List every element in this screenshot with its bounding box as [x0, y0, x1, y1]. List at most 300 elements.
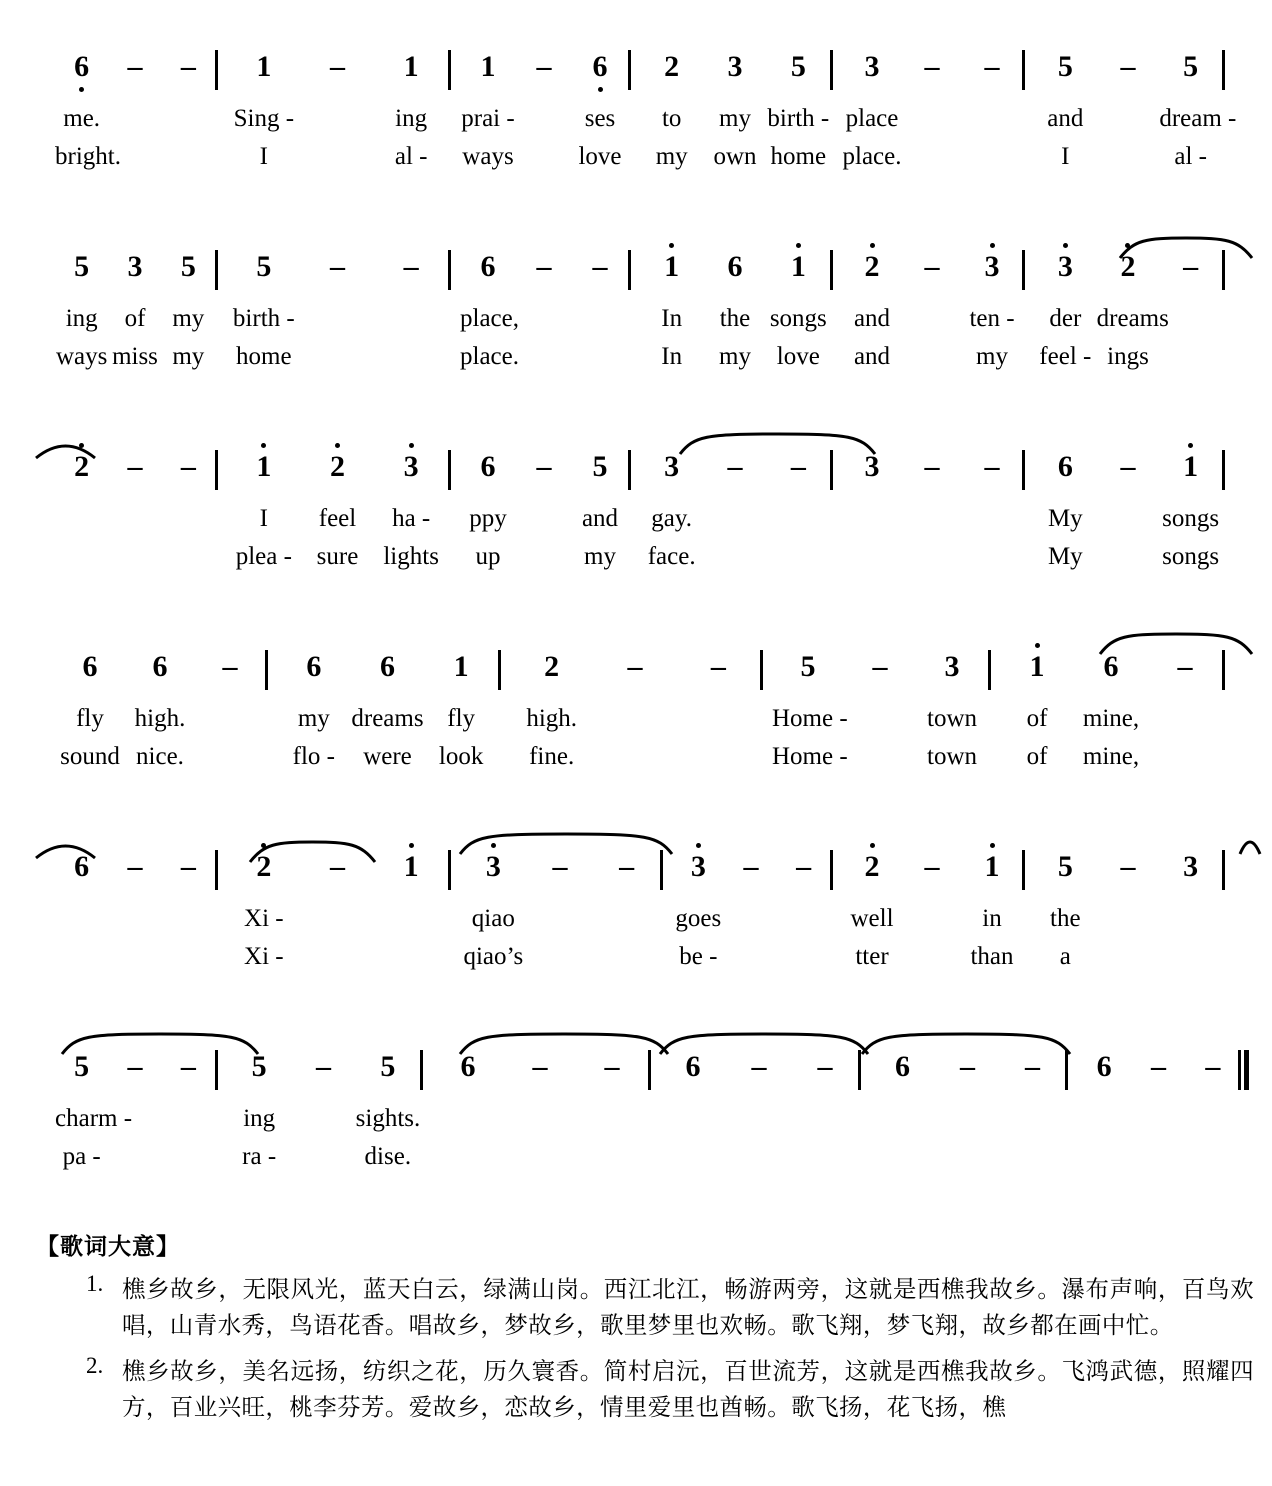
note-number: [125, 652, 195, 682]
lyric-syllable: up: [475, 543, 501, 570]
slur-arc: [460, 1034, 668, 1054]
note-dash: [1159, 252, 1222, 282]
lyric-syllable: and: [581, 505, 619, 532]
number-glyph: 5: [251, 1050, 267, 1083]
note-dash: [1097, 452, 1160, 482]
lyric-syllable: me.: [63, 105, 101, 132]
number-glyph: 1: [403, 50, 419, 83]
lyric-syllable: mine,: [1082, 743, 1140, 770]
note-number: [1159, 52, 1222, 82]
number-glyph: 5: [1183, 50, 1199, 83]
note-number: [1077, 1052, 1131, 1082]
lyric-syllable: charm -: [55, 1105, 133, 1132]
lyric-syllable: nice.: [136, 743, 184, 770]
dash-glyph: –: [552, 850, 568, 883]
notation-system: [0, 400, 1272, 600]
note-dash: [703, 452, 766, 482]
dash-glyph: –: [796, 850, 812, 883]
lyric-syllable: sights.: [355, 1105, 421, 1132]
dash-glyph: –: [180, 50, 196, 83]
number-glyph: 3: [664, 450, 680, 483]
number-glyph: 6: [460, 1050, 476, 1083]
lyric-syllable: songs: [1162, 543, 1220, 570]
dash-glyph: –: [127, 1050, 143, 1083]
lyrics-note-text: 樵乡故乡，美名远扬，纺织之花，历久寰香。简村启沅，百世流芳，这就是西樵我故乡。飞鸿武德，照耀四方，百业兴旺，桃李芬芳。爱故乡，恋故乡，情里爱里也酋畅。歌飞扬，花飞扬，樵: [122, 1357, 1254, 1421]
lyric-syllable: In: [661, 305, 683, 332]
note-dash: [593, 652, 676, 682]
lyric-syllable: Home -: [772, 705, 848, 732]
note-number: [842, 52, 902, 82]
lyric-syllable: flo -: [292, 743, 335, 770]
lyric-syllable: of: [1026, 743, 1048, 770]
lyric-syllable: my: [719, 105, 751, 132]
dash-glyph: –: [627, 650, 643, 683]
lyric-syllable: ses: [584, 105, 616, 132]
lyric-syllable: bright.: [55, 143, 121, 170]
number-glyph: 3: [690, 850, 706, 883]
lyric-syllable: ing: [65, 305, 98, 332]
note-dash: [726, 1052, 792, 1082]
lyric-syllable: my: [655, 143, 688, 170]
number-glyph: 3: [864, 450, 880, 483]
dash-glyph: –: [222, 650, 238, 683]
note-dash: [1131, 1052, 1185, 1082]
note-dash: [301, 852, 375, 882]
lyric-syllable: ways: [462, 143, 514, 170]
lyric-syllable: goes: [675, 905, 722, 932]
number-glyph: 5: [74, 250, 90, 283]
note-dash: [725, 852, 778, 882]
note-number: [703, 252, 766, 282]
note-number: [1074, 652, 1148, 682]
lyric-syllable: mine,: [1082, 705, 1140, 732]
note-number: [640, 452, 703, 482]
dash-glyph: –: [536, 250, 552, 283]
note-number: [55, 852, 108, 882]
dash-glyph: –: [315, 1050, 331, 1083]
lyric-syllable: sure: [316, 543, 359, 570]
lyric-syllable: In: [661, 343, 683, 370]
lyric-syllable: my: [172, 305, 205, 332]
note-number: [227, 252, 301, 282]
lyric-syllable: place.: [842, 143, 902, 170]
note-dash: [162, 452, 215, 482]
number-glyph: 6: [379, 650, 395, 683]
note-dash: [844, 652, 916, 682]
number-glyph: 3: [1183, 850, 1199, 883]
number-glyph: 5: [180, 250, 196, 283]
lyric-syllable: birth -: [232, 305, 295, 332]
lyric-syllable: Xi -: [244, 905, 284, 932]
lyric-syllable: fly: [447, 705, 476, 732]
number-glyph: 2: [864, 250, 880, 283]
lyric-syllable: high.: [134, 705, 186, 732]
note-number: [842, 452, 902, 482]
note-number: [1097, 252, 1160, 282]
dash-glyph: –: [127, 850, 143, 883]
dash-glyph: –: [817, 1050, 833, 1083]
note-number: [1159, 452, 1222, 482]
note-dash: [162, 52, 215, 82]
note-dash: [962, 452, 1022, 482]
lyric-syllable: and: [1047, 105, 1084, 132]
dash-glyph: –: [790, 450, 806, 483]
notation-system: [0, 600, 1272, 800]
note-dash: [1097, 52, 1160, 82]
lyric-syllable: Xi -: [244, 943, 284, 970]
note-number: [772, 652, 844, 682]
lyric-syllable: prai -: [461, 105, 515, 132]
lyric-syllable: ra -: [242, 1143, 277, 1170]
dash-glyph: –: [1120, 50, 1136, 83]
notation-system: [0, 200, 1272, 400]
note-dash: [504, 1052, 576, 1082]
lyric-syllable: miss: [112, 343, 158, 370]
lyric-syllable: in: [982, 905, 1002, 932]
note-number: [1034, 252, 1097, 282]
note-number: [640, 52, 703, 82]
lyrics-note-index: 1.: [86, 1271, 104, 1296]
note-number: [351, 652, 425, 682]
lyric-syllable: songs: [1162, 505, 1220, 532]
note-number: [374, 452, 448, 482]
lyric-syllable: sound: [60, 743, 120, 770]
lyric-syllable: birth -: [767, 105, 830, 132]
lyric-syllable: the: [719, 305, 751, 332]
note-number: [640, 252, 703, 282]
lyrics-note-item: [0, 1271, 1272, 1343]
number-glyph: 1: [480, 50, 496, 83]
number-glyph: 5: [790, 50, 806, 83]
dash-glyph: –: [1177, 650, 1193, 683]
lyric-syllable: feel: [318, 505, 357, 532]
note-number: [842, 852, 902, 882]
lyric-syllable: were: [363, 743, 412, 770]
lyric-syllable: home: [236, 343, 292, 370]
notation-system: [0, 0, 1272, 200]
lyric-syllable: dream -: [1159, 105, 1237, 132]
note-number: [356, 1052, 420, 1082]
dash-glyph: –: [1183, 250, 1199, 283]
dash-glyph: –: [924, 450, 940, 483]
note-number: [55, 252, 108, 282]
note-number: [1000, 652, 1074, 682]
note-number: [162, 252, 215, 282]
lyric-syllable: I: [1061, 143, 1070, 170]
note-dash: [935, 1052, 1000, 1082]
lyric-syllable: al -: [1174, 143, 1207, 170]
lyric-syllable: love: [776, 343, 820, 370]
dash-glyph: –: [329, 250, 345, 283]
lyric-syllable: ppy: [469, 505, 507, 532]
note-dash: [516, 252, 572, 282]
note-dash: [572, 252, 628, 282]
lyric-syllable: lights: [383, 543, 439, 570]
dash-glyph: –: [180, 850, 196, 883]
slur-arc: [1100, 634, 1252, 654]
lyric-syllable: and: [853, 343, 891, 370]
lyric-syllable: place: [845, 105, 899, 132]
number-glyph: 1: [403, 850, 419, 883]
number-glyph: 1: [256, 50, 272, 83]
note-number: [660, 1052, 726, 1082]
note-dash: [767, 452, 830, 482]
lyric-syllable: than: [970, 943, 1014, 970]
note-number: [572, 52, 628, 82]
number-glyph: 6: [895, 1050, 910, 1083]
dash-glyph: –: [1120, 450, 1136, 483]
lyric-syllable: der: [1049, 305, 1082, 332]
dash-glyph: –: [984, 450, 1000, 483]
lyric-syllable: place.: [460, 343, 519, 370]
note-dash: [1186, 1052, 1240, 1082]
note-number: [55, 1052, 108, 1082]
dash-glyph: –: [751, 1050, 767, 1083]
lyrics-note-item: [0, 1353, 1272, 1425]
number-glyph: 3: [1057, 250, 1073, 283]
number-glyph: 6: [74, 50, 90, 83]
note-number: [916, 652, 988, 682]
lyric-syllable: ings: [1107, 343, 1149, 370]
lyric-syllable: town: [927, 705, 977, 732]
lyric-syllable: be -: [679, 943, 718, 970]
note-number: [460, 52, 516, 82]
lyric-syllable: look: [438, 743, 484, 770]
lyric-syllable: My: [1047, 543, 1083, 570]
lyric-syllable: I: [259, 505, 268, 532]
note-number: [460, 252, 516, 282]
notation-system: [0, 800, 1272, 1000]
slur-arc: [680, 434, 875, 454]
lyric-syllable: Home -: [772, 743, 848, 770]
lyrics-notes-title: 【歌词大意】: [36, 1234, 180, 1260]
number-glyph: 2: [544, 650, 560, 683]
note-dash: [902, 252, 962, 282]
lyric-syllable: pa -: [62, 1143, 101, 1170]
lyric-syllable: own: [713, 143, 757, 170]
dash-glyph: –: [592, 250, 608, 283]
note-dash: [962, 52, 1022, 82]
number-glyph: 6: [685, 1050, 701, 1083]
number-glyph: 6: [82, 650, 98, 683]
dash-glyph: –: [1150, 1050, 1166, 1083]
note-dash: [677, 652, 760, 682]
note-dash: [162, 852, 215, 882]
number-glyph: 5: [1057, 50, 1073, 83]
notation-system: [0, 1000, 1272, 1200]
dash-glyph: –: [1025, 1050, 1040, 1083]
note-dash: [1148, 652, 1222, 682]
note-dash: [374, 252, 448, 282]
dash-glyph: –: [924, 250, 940, 283]
note-number: [842, 252, 902, 282]
number-glyph: 1: [984, 850, 1000, 883]
number-glyph: 2: [256, 850, 272, 883]
number-glyph: 5: [592, 450, 608, 483]
dash-glyph: –: [1205, 1050, 1221, 1083]
note-number: [227, 452, 301, 482]
note-number: [301, 452, 375, 482]
lyric-syllable: home: [770, 143, 827, 170]
lyrics-note-text: 樵乡故乡，无限风光，蓝天白云，绿满山岗。西江北江，畅游两旁，这就是西樵我故乡。瀑布声响，百鸟欢唱，山青水秀，鸟语花香。唱故乡，梦故乡，歌里梦里也欢畅。歌飞翔，梦飞翔，故乡都在画中忙。: [122, 1275, 1254, 1339]
note-number: [374, 852, 448, 882]
number-glyph: 3: [944, 650, 960, 683]
lyric-syllable: al -: [394, 143, 428, 170]
note-number: [870, 1052, 935, 1082]
lyric-syllable: to: [661, 105, 682, 132]
lyric-syllable: ten -: [969, 305, 1015, 332]
note-dash: [516, 52, 572, 82]
lyric-syllable: my: [172, 343, 205, 370]
lyric-syllable: My: [1047, 505, 1083, 532]
lyric-syllable: well: [850, 905, 894, 932]
lyric-syllable: of: [124, 305, 146, 332]
number-glyph: 6: [1103, 650, 1119, 683]
note-number: [1034, 852, 1097, 882]
lyric-syllable: dreams: [351, 705, 424, 732]
lyric-syllable: place,: [460, 305, 519, 332]
lyric-syllable: my: [297, 705, 330, 732]
number-glyph: 3: [485, 850, 501, 883]
number-glyph: 2: [664, 50, 680, 83]
lyric-syllable: fine.: [529, 743, 575, 770]
lyric-syllable: tter: [855, 943, 889, 970]
number-glyph: 3: [403, 450, 419, 483]
note-number: [432, 1052, 504, 1082]
lyric-syllable: ing: [243, 1105, 276, 1132]
note-dash: [527, 852, 594, 882]
note-number: [227, 1052, 291, 1082]
number-glyph: 6: [1057, 450, 1073, 483]
dash-glyph: –: [710, 650, 726, 683]
note-dash: [902, 852, 962, 882]
lyric-syllable: town: [927, 743, 977, 770]
dash-glyph: –: [127, 50, 143, 83]
note-number: [227, 52, 301, 82]
dash-glyph: –: [924, 50, 940, 83]
note-dash: [902, 452, 962, 482]
dash-glyph: –: [329, 50, 345, 83]
lyric-syllable: high.: [526, 705, 578, 732]
note-dash: [902, 52, 962, 82]
lyrics-notes-section: [0, 1228, 1272, 1425]
dash-glyph: –: [743, 850, 759, 883]
lyric-syllable: feel -: [1039, 343, 1092, 370]
number-glyph: 5: [256, 250, 272, 283]
note-number: [460, 452, 516, 482]
dash-glyph: –: [536, 50, 552, 83]
note-number: [55, 52, 108, 82]
lyric-syllable: my: [976, 343, 1008, 370]
note-number: [572, 452, 628, 482]
note-dash: [301, 52, 375, 82]
number-glyph: 6: [152, 650, 168, 683]
dash-glyph: –: [180, 450, 196, 483]
lyric-syllable: of: [1026, 705, 1048, 732]
number-glyph: 2: [329, 450, 345, 483]
note-dash: [792, 1052, 858, 1082]
number-glyph: 6: [1096, 1050, 1112, 1083]
note-dash: [162, 1052, 215, 1082]
lyric-syllable: plea -: [235, 543, 292, 570]
note-dash: [291, 1052, 355, 1082]
dash-glyph: –: [619, 850, 635, 883]
note-number: [1034, 452, 1097, 482]
note-number: [703, 52, 766, 82]
number-glyph: 1: [256, 450, 272, 483]
number-glyph: 2: [864, 850, 880, 883]
number-glyph: 6: [480, 450, 496, 483]
dash-glyph: –: [536, 450, 552, 483]
number-glyph: 5: [800, 650, 816, 683]
lyric-syllable: songs: [769, 305, 827, 332]
dash-glyph: –: [604, 1050, 620, 1083]
number-glyph: 2: [1120, 250, 1136, 283]
number-glyph: 6: [306, 650, 322, 683]
note-number: [374, 52, 448, 82]
lyric-syllable: ing: [395, 105, 428, 132]
lyric-syllable: ha -: [392, 505, 431, 532]
lyric-syllable: dreams: [1096, 305, 1169, 332]
note-number: [55, 452, 108, 482]
note-number: [227, 852, 301, 882]
note-dash: [301, 252, 375, 282]
lyric-syllable: my: [719, 343, 751, 370]
lyrics-note-index: 2.: [86, 1353, 104, 1378]
note-dash: [108, 1052, 161, 1082]
lyric-syllable: gay.: [651, 505, 693, 532]
lyric-syllable: qiao: [471, 905, 515, 932]
dash-glyph: –: [960, 1050, 975, 1083]
number-glyph: 3: [727, 50, 743, 83]
note-number: [424, 652, 498, 682]
note-dash: [777, 852, 830, 882]
number-glyph: 5: [1057, 850, 1073, 883]
number-glyph: 3: [127, 250, 143, 283]
lyric-syllable: I: [259, 143, 268, 170]
number-glyph: 1: [453, 650, 469, 683]
number-glyph: 1: [790, 250, 806, 283]
note-number: [1159, 852, 1222, 882]
number-glyph: 6: [727, 250, 743, 283]
lyric-syllable: fly: [76, 705, 104, 732]
note-number: [55, 652, 125, 682]
note-dash: [108, 52, 161, 82]
number-glyph: 5: [74, 1050, 90, 1083]
number-glyph: 6: [480, 250, 496, 283]
dash-glyph: –: [872, 650, 888, 683]
note-number: [1034, 52, 1097, 82]
slur-arc: [62, 1034, 258, 1054]
note-dash: [108, 852, 161, 882]
number-glyph: 5: [380, 1050, 396, 1083]
lyric-syllable: face.: [647, 543, 696, 570]
number-glyph: 3: [864, 50, 880, 83]
number-glyph: 6: [74, 850, 90, 883]
note-dash: [576, 1052, 648, 1082]
lyric-syllable: and: [853, 305, 891, 332]
lyric-syllable: my: [584, 543, 616, 570]
number-glyph: 1: [1183, 450, 1199, 483]
note-number: [108, 252, 161, 282]
note-number: [767, 52, 830, 82]
lyric-syllable: a: [1059, 943, 1071, 970]
number-glyph: 1: [1029, 650, 1045, 683]
note-number: [672, 852, 725, 882]
dash-glyph: –: [1120, 850, 1136, 883]
dash-glyph: –: [984, 50, 1000, 83]
number-glyph: 3: [984, 250, 1000, 283]
